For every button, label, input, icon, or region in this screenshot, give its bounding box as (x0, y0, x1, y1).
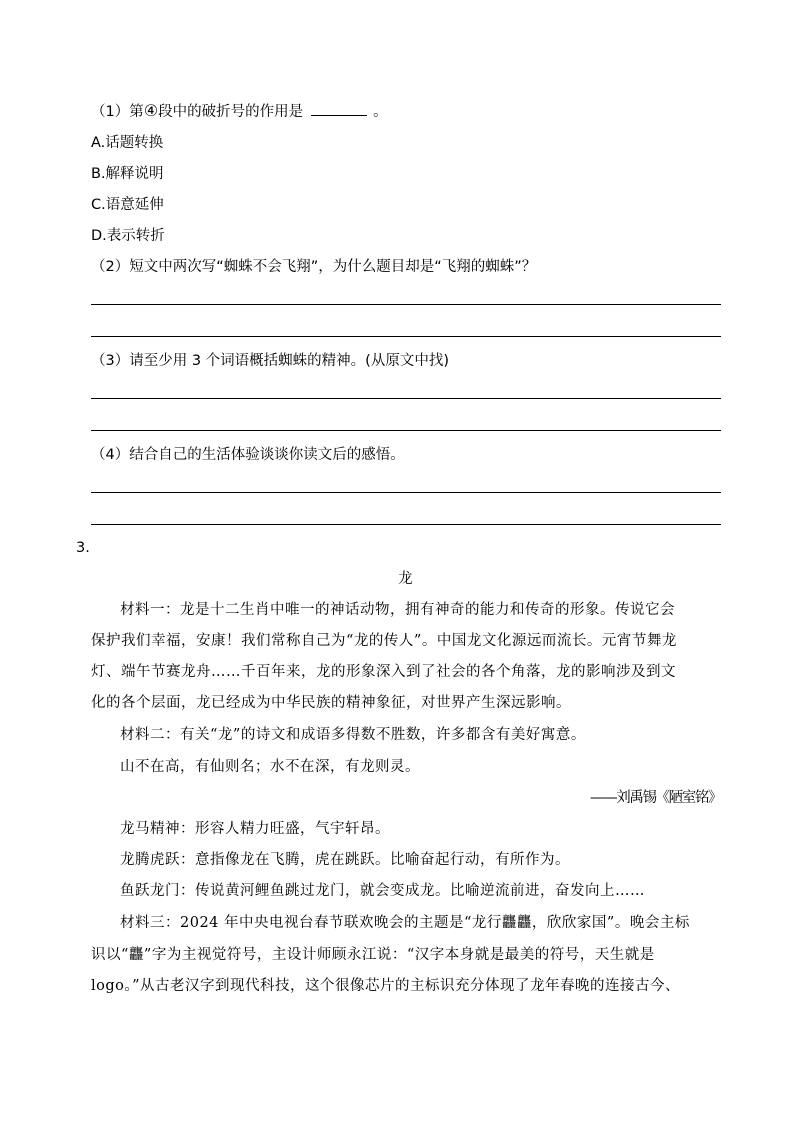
q4-answer-line-1[interactable] (91, 492, 721, 493)
option-c: C.语意延伸 (91, 197, 164, 213)
idiom-2: 龙腾虎跃：意指像龙在飞腾，虎在跳跃。比喻奋起行动，有所作为。 (120, 852, 570, 868)
passage-line-11: 材料三：2024 年中央电视台春节联欢晚会的主题是“龙行龘龘，欣欣家国”。晚会主标 (120, 915, 690, 931)
passage-line-13: logo。”从古老汉字到现代科技，这个很像芯片的主标识充分体现了龙年春晚的连接古今、 (91, 978, 681, 994)
passage-line-1: 材料一：龙是十二生肖中唯一的神话动物，拥有神奇的能力和传奇的形象。传说它会 (120, 602, 675, 618)
q1-end: 。 (373, 104, 388, 120)
q2-answer-line-1[interactable] (91, 304, 721, 305)
poem-attribution: ——刘禹锡《陋室铭》 (590, 790, 722, 806)
idiom-3: 鱼跃龙门：传说黄河鲤鱼跳过龙门，就会变成龙。比喻逆流前进，奋发向上…… (120, 883, 645, 899)
passage-line-12: 识以“龘”字为主视觉符号，主设计师顾永江说：“汉字本身就是最美的符号，天生就是 (91, 947, 655, 963)
q1-stem (91, 101, 388, 122)
circled-number: ④ (143, 101, 159, 120)
q3-answer-line-1[interactable] (91, 398, 721, 399)
q4-stem: （4）结合自己的生活体验谈谈你读文后的感悟。 (91, 447, 405, 463)
poem-line: 山不在高，有仙则名；水不在深，有龙则灵。 (120, 759, 420, 775)
passage-title: 龙 (398, 571, 413, 587)
q3-stem: （3）请至少用 3 个词语概括蜘蛛的精神。(从原文中找) (91, 353, 449, 369)
passage-line-4: 化的各个层面，龙已经成为中华民族的精神象征，对世界产生深远影响。 (91, 695, 571, 711)
section-number: 3. (76, 540, 90, 556)
q3-answer-line-2[interactable] (91, 430, 721, 431)
answer-blank[interactable] (311, 101, 367, 116)
q2-stem: （2）短文中两次写“蜘蛛不会飞翔”，为什么题目却是“飞翔的蜘蛛”？ (91, 259, 537, 275)
q4-answer-line-2[interactable] (91, 524, 721, 525)
q2-answer-line-2[interactable] (91, 336, 721, 337)
q1-prefix: （1）第 (91, 104, 144, 120)
option-d: D.表示转折 (91, 228, 165, 244)
idiom-1: 龙马精神：形容人精力旺盛，气宇轩昂。 (120, 821, 390, 837)
option-a: A.话题转换 (91, 135, 164, 151)
option-b: B.解释说明 (91, 166, 164, 182)
passage-line-5: 材料二：有关“龙”的诗文和成语多得数不胜数，许多都含有美好寓意。 (120, 727, 586, 743)
q1-suffix: 段中的破折号的作用是 (158, 104, 304, 120)
passage-line-2: 保护我们幸福，安康！我们常称自己为“龙的传人”。中国龙文化源远而流长。元宵节舞龙 (91, 633, 677, 649)
passage-line-3: 灯、端午节赛龙舟……千百年来，龙的形象深入到了社会的各个角落，龙的影响涉及到文 (91, 664, 676, 680)
